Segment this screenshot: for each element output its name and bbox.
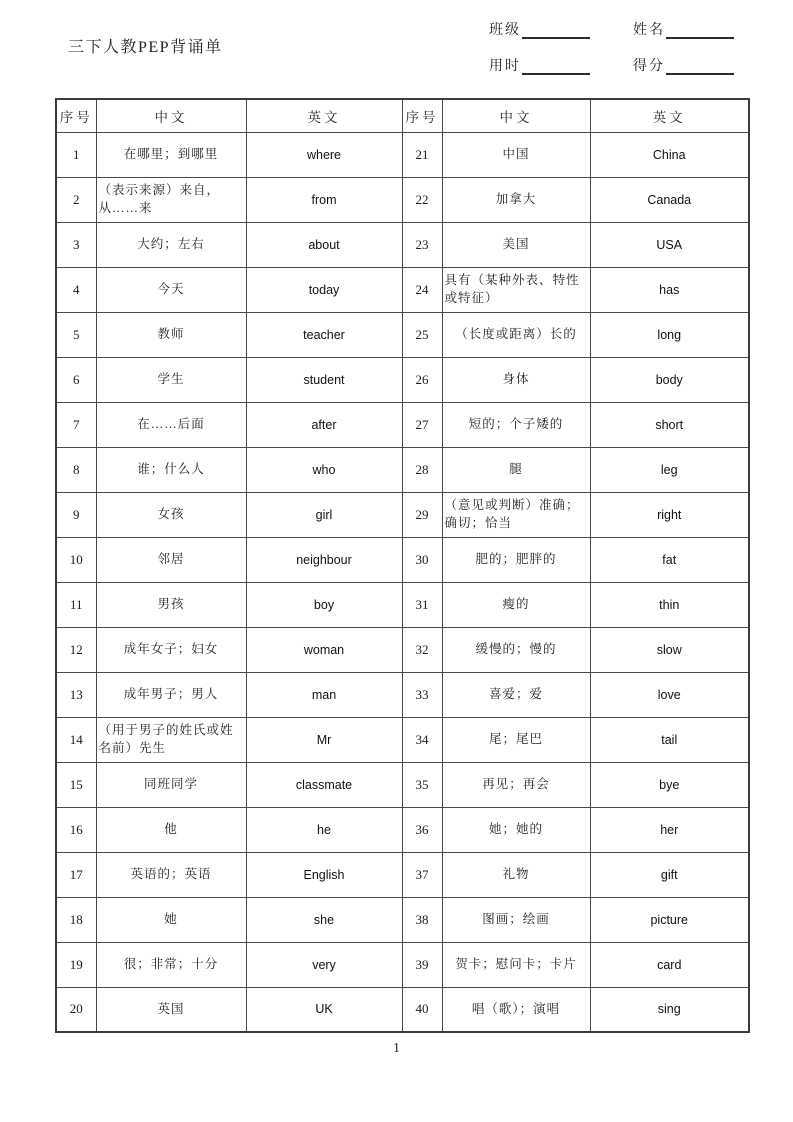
chinese-cell: 同班同学: [96, 762, 246, 807]
chinese-cell: 她；她的: [442, 807, 590, 852]
row-number-cell: 1: [56, 132, 96, 177]
chinese-cell: （意见或判断）准确；确切；恰当: [442, 492, 590, 537]
table-row: [56, 132, 749, 177]
english-cell: long: [590, 312, 749, 357]
row-number-cell: 6: [56, 357, 96, 402]
page-number: 1: [393, 1040, 400, 1055]
chinese-cell: 图画；绘画: [442, 897, 590, 942]
english-cell: after: [246, 402, 402, 447]
chinese-cell: 她: [96, 897, 246, 942]
row-number-cell: 22: [402, 177, 442, 222]
table-row: [56, 762, 749, 807]
chinese-cell: 加拿大: [442, 177, 590, 222]
english-cell: classmate: [246, 762, 402, 807]
table-row: [56, 492, 749, 537]
table-row: [56, 672, 749, 717]
row-number-cell: 34: [402, 717, 442, 762]
english-cell: picture: [590, 897, 749, 942]
chinese-cell: 身体: [442, 357, 590, 402]
chinese-cell: 尾；尾巴: [442, 717, 590, 762]
table-row: [56, 177, 749, 222]
row-number-cell: 38: [402, 897, 442, 942]
row-number-cell: 4: [56, 267, 96, 312]
row-number-cell: 35: [402, 762, 442, 807]
chinese-cell: 肥的；肥胖的: [442, 537, 590, 582]
table-row: [56, 942, 749, 987]
score-blank-line: [666, 57, 734, 75]
english-cell: China: [590, 132, 749, 177]
row-number-cell: 29: [402, 492, 442, 537]
english-cell: very: [246, 942, 402, 987]
chinese-cell: 喜爱；爱: [442, 672, 590, 717]
chinese-cell: 瘦的: [442, 582, 590, 627]
header-fields-row-1: [489, 18, 734, 39]
english-cell: thin: [590, 582, 749, 627]
row-number-cell: 10: [56, 537, 96, 582]
english-cell: where: [246, 132, 402, 177]
table-row: [56, 627, 749, 672]
score-field: [633, 54, 734, 75]
english-cell: leg: [590, 447, 749, 492]
row-number-cell: 32: [402, 627, 442, 672]
english-cell: Canada: [590, 177, 749, 222]
english-cell: gift: [590, 852, 749, 897]
table-row: [56, 807, 749, 852]
english-cell: fat: [590, 537, 749, 582]
english-cell: right: [590, 492, 749, 537]
english-cell: who: [246, 447, 402, 492]
chinese-cell: 学生: [96, 357, 246, 402]
class-label: 班级: [489, 23, 521, 38]
chinese-cell: 再见；再会: [442, 762, 590, 807]
row-number-cell: 15: [56, 762, 96, 807]
table-row: [56, 537, 749, 582]
vocab-table: [55, 98, 750, 1033]
column-header-number-left: 序号: [56, 99, 96, 132]
table-row: [56, 357, 749, 402]
chinese-cell: 男孩: [96, 582, 246, 627]
chinese-cell: 英语的；英语: [96, 852, 246, 897]
row-number-cell: 17: [56, 852, 96, 897]
english-cell: teacher: [246, 312, 402, 357]
name-field: [633, 18, 734, 39]
row-number-cell: 25: [402, 312, 442, 357]
table-row: [56, 582, 749, 627]
table-row: [56, 222, 749, 267]
table-row: [56, 852, 749, 897]
row-number-cell: 30: [402, 537, 442, 582]
english-cell: boy: [246, 582, 402, 627]
row-number-cell: 40: [402, 987, 442, 1032]
name-blank-line: [666, 21, 734, 39]
table-row: [56, 312, 749, 357]
class-field: [489, 18, 590, 39]
english-cell: sing: [590, 987, 749, 1032]
row-number-cell: 9: [56, 492, 96, 537]
page-title: 三下人教PEP背诵单: [68, 39, 223, 56]
table-row: [56, 897, 749, 942]
time-label: 用时: [489, 59, 521, 74]
row-number-cell: 39: [402, 942, 442, 987]
row-number-cell: 20: [56, 987, 96, 1032]
chinese-cell: 成年女子；妇女: [96, 627, 246, 672]
vocab-table-body: [56, 132, 749, 1032]
english-cell: love: [590, 672, 749, 717]
column-header-chinese-right: 中文: [442, 99, 590, 132]
row-number-cell: 36: [402, 807, 442, 852]
chinese-cell: 礼物: [442, 852, 590, 897]
english-cell: USA: [590, 222, 749, 267]
row-number-cell: 5: [56, 312, 96, 357]
english-cell: card: [590, 942, 749, 987]
english-cell: Mr: [246, 717, 402, 762]
english-cell: student: [246, 357, 402, 402]
row-number-cell: 23: [402, 222, 442, 267]
row-number-cell: 18: [56, 897, 96, 942]
row-number-cell: 3: [56, 222, 96, 267]
row-number-cell: 27: [402, 402, 442, 447]
row-number-cell: 2: [56, 177, 96, 222]
score-label: 得分: [633, 59, 665, 74]
chinese-cell: 邻居: [96, 537, 246, 582]
english-cell: today: [246, 267, 402, 312]
chinese-cell: 教师: [96, 312, 246, 357]
row-number-cell: 19: [56, 942, 96, 987]
chinese-cell: 成年男子；男人: [96, 672, 246, 717]
english-cell: has: [590, 267, 749, 312]
english-cell: English: [246, 852, 402, 897]
english-cell: short: [590, 402, 749, 447]
chinese-cell: 谁；什么人: [96, 447, 246, 492]
chinese-cell: 英国: [96, 987, 246, 1032]
row-number-cell: 31: [402, 582, 442, 627]
english-cell: woman: [246, 627, 402, 672]
header-fields: [489, 18, 734, 90]
row-number-cell: 12: [56, 627, 96, 672]
chinese-cell: 很；非常；十分: [96, 942, 246, 987]
name-label: 姓名: [633, 23, 665, 38]
chinese-cell: （长度或距离）长的: [442, 312, 590, 357]
chinese-cell: 美国: [442, 222, 590, 267]
chinese-cell: 在哪里；到哪里: [96, 132, 246, 177]
vocab-table-header: [56, 99, 749, 132]
header-row: [56, 99, 749, 132]
chinese-cell: 短的；个子矮的: [442, 402, 590, 447]
row-number-cell: 11: [56, 582, 96, 627]
row-number-cell: 24: [402, 267, 442, 312]
chinese-cell: 缓慢的；慢的: [442, 627, 590, 672]
row-number-cell: 33: [402, 672, 442, 717]
english-cell: her: [590, 807, 749, 852]
english-cell: body: [590, 357, 749, 402]
row-number-cell: 7: [56, 402, 96, 447]
column-header-chinese-left: 中文: [96, 99, 246, 132]
chinese-cell: 大约；左右: [96, 222, 246, 267]
table-row: [56, 717, 749, 762]
row-number-cell: 13: [56, 672, 96, 717]
time-field: [489, 54, 590, 75]
header-fields-row-2: [489, 54, 734, 75]
chinese-cell: 中国: [442, 132, 590, 177]
chinese-cell: 贺卡；慰问卡；卡片: [442, 942, 590, 987]
row-number-cell: 14: [56, 717, 96, 762]
class-blank-line: [522, 21, 590, 39]
chinese-cell: （用于男子的姓氏或姓名前）先生: [96, 717, 246, 762]
english-cell: she: [246, 897, 402, 942]
chinese-cell: （表示来源）来自，从……来: [96, 177, 246, 222]
row-number-cell: 16: [56, 807, 96, 852]
chinese-cell: 女孩: [96, 492, 246, 537]
column-header-number-right: 序号: [402, 99, 442, 132]
english-cell: from: [246, 177, 402, 222]
chinese-cell: 具有（某种外表、特性或特征）: [442, 267, 590, 312]
english-cell: UK: [246, 987, 402, 1032]
english-cell: slow: [590, 627, 749, 672]
table-row: [56, 267, 749, 312]
english-cell: girl: [246, 492, 402, 537]
time-blank-line: [522, 57, 590, 75]
chinese-cell: 今天: [96, 267, 246, 312]
column-header-english-right: 英文: [590, 99, 749, 132]
row-number-cell: 21: [402, 132, 442, 177]
english-cell: about: [246, 222, 402, 267]
chinese-cell: 在……后面: [96, 402, 246, 447]
table-row: [56, 987, 749, 1032]
english-cell: he: [246, 807, 402, 852]
chinese-cell: 唱（歌）；演唱: [442, 987, 590, 1032]
english-cell: man: [246, 672, 402, 717]
chinese-cell: 他: [96, 807, 246, 852]
english-cell: bye: [590, 762, 749, 807]
english-cell: neighbour: [246, 537, 402, 582]
row-number-cell: 28: [402, 447, 442, 492]
table-row: [56, 402, 749, 447]
column-header-english-left: 英文: [246, 99, 402, 132]
table-row: [56, 447, 749, 492]
english-cell: tail: [590, 717, 749, 762]
chinese-cell: 腿: [442, 447, 590, 492]
row-number-cell: 37: [402, 852, 442, 897]
row-number-cell: 8: [56, 447, 96, 492]
row-number-cell: 26: [402, 357, 442, 402]
